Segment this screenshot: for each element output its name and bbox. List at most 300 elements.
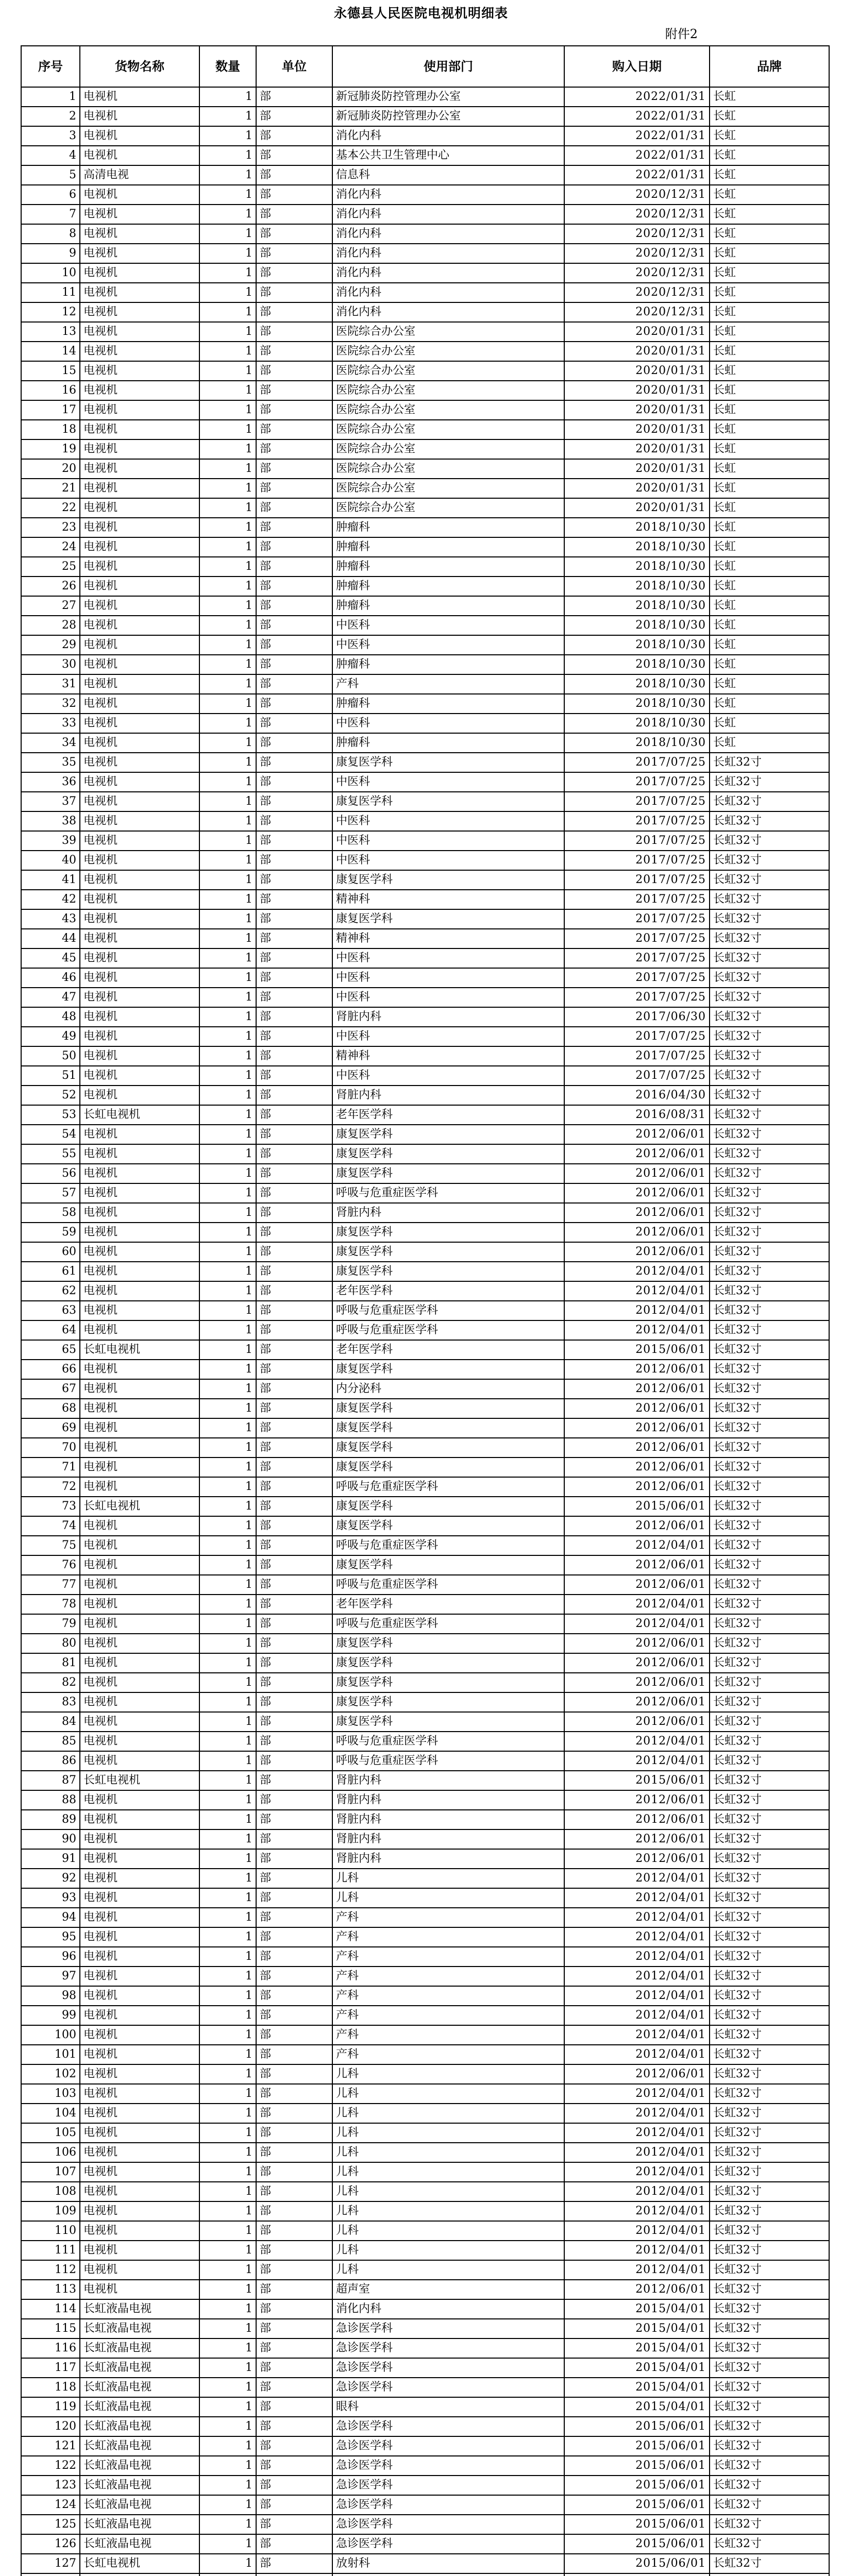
cell-department: 呼吸与危重症医学科	[332, 1301, 564, 1320]
cell-item-name: 电视机	[80, 479, 199, 498]
table-row	[21, 1458, 829, 1477]
cell-unit: 部	[256, 1692, 332, 1712]
cell-quantity: 1	[199, 400, 256, 420]
cell-quantity: 1	[199, 2319, 256, 2338]
cell-brand: 长虹32寸	[710, 1477, 829, 1497]
cell-brand: 长虹	[710, 518, 829, 537]
cell-quantity: 1	[199, 694, 256, 714]
cell-index: 110	[21, 2221, 80, 2241]
cell-index: 31	[21, 674, 80, 694]
cell-item-name: 电视机	[80, 988, 199, 1007]
cell-quantity: 1	[199, 1790, 256, 1810]
cell-purchase-date: 2018/10/30	[564, 518, 710, 537]
cell-quantity: 1	[199, 1066, 256, 1086]
cell-purchase-date: 2018/10/30	[564, 674, 710, 694]
cell-purchase-date: 2018/10/30	[564, 577, 710, 596]
table-row	[21, 1810, 829, 1829]
header-item-name: 货物名称	[80, 46, 199, 87]
cell-unit: 部	[256, 498, 332, 518]
cell-quantity: 1	[199, 1967, 256, 1986]
cell-unit: 部	[256, 1555, 332, 1575]
cell-department: 产科	[332, 2006, 564, 2025]
cell-brand: 长虹32寸	[710, 1164, 829, 1183]
cell-brand: 长虹32寸	[710, 1653, 829, 1673]
table-row	[21, 2241, 829, 2260]
cell-brand: 长虹	[710, 596, 829, 616]
cell-item-name: 长虹电视机	[80, 1340, 199, 1360]
cell-unit: 部	[256, 1829, 332, 1849]
table-row	[21, 2397, 829, 2417]
cell-department: 产科	[332, 674, 564, 694]
cell-unit	[256, 2573, 332, 2576]
cell-item-name: 电视机	[80, 1223, 199, 1242]
cell-department: 中医科	[332, 948, 564, 968]
cell-unit: 部	[256, 674, 332, 694]
cell-item-name: 长虹液晶电视	[80, 2417, 199, 2436]
cell-index: 91	[21, 1849, 80, 1869]
cell-department: 医院综合办公室	[332, 498, 564, 518]
table-row	[21, 302, 829, 322]
cell-purchase-date: 2015/04/01	[564, 2319, 710, 2338]
cell-purchase-date: 2015/06/01	[564, 2436, 710, 2456]
table-row	[21, 1007, 829, 1027]
table-row	[21, 1164, 829, 1183]
table-row	[21, 2515, 829, 2534]
cell-unit: 部	[256, 655, 332, 674]
cell-unit: 部	[256, 988, 332, 1007]
table-row	[21, 929, 829, 948]
cell-index: 53	[21, 1105, 80, 1125]
cell-department: 康复医学科	[332, 1653, 564, 1673]
cell-department: 医院综合办公室	[332, 439, 564, 459]
cell-purchase-date: 2022/01/31	[564, 146, 710, 165]
cell-unit: 部	[256, 1046, 332, 1066]
cell-department: 儿科	[332, 2221, 564, 2241]
cell-index: 55	[21, 1144, 80, 1164]
cell-brand: 长虹32寸	[710, 1320, 829, 1340]
cell-department: 急诊医学科	[332, 2495, 564, 2515]
cell-purchase-date: 2012/06/01	[564, 1673, 710, 1692]
cell-department: 医院综合办公室	[332, 381, 564, 400]
table-row	[21, 1692, 829, 1712]
cell-unit: 部	[256, 1986, 332, 2006]
cell-item-name: 长虹电视机	[80, 1497, 199, 1516]
cell-item-name: 电视机	[80, 1379, 199, 1399]
cell-department: 精神科	[332, 929, 564, 948]
cell-department: 肿瘤科	[332, 537, 564, 557]
cell-unit: 部	[256, 792, 332, 811]
cell-purchase-date: 2017/07/25	[564, 890, 710, 909]
table-row	[21, 2162, 829, 2182]
cell-quantity: 1	[199, 518, 256, 537]
cell-department: 儿科	[332, 1869, 564, 1888]
cell-purchase-date: 2012/06/01	[564, 1692, 710, 1712]
cell-brand: 长虹32寸	[710, 1869, 829, 1888]
cell-brand: 长虹	[710, 322, 829, 342]
cell-department: 中医科	[332, 616, 564, 635]
cell-purchase-date: 2012/06/01	[564, 1829, 710, 1849]
cell-quantity: 1	[199, 1673, 256, 1692]
cell-purchase-date: 2012/06/01	[564, 1810, 710, 1829]
cell-brand: 长虹32寸	[710, 1575, 829, 1595]
cell-unit: 部	[256, 361, 332, 381]
cell-index: 68	[21, 1399, 80, 1418]
table-row	[21, 244, 829, 263]
cell-department: 儿科	[332, 2182, 564, 2201]
cell-department: 超声室	[332, 2280, 564, 2299]
cell-index: 28	[21, 616, 80, 635]
table-row	[21, 2104, 829, 2123]
cell-unit: 部	[256, 205, 332, 224]
cell-brand: 长虹	[710, 557, 829, 577]
cell-quantity: 1	[199, 557, 256, 577]
table-row	[21, 2025, 829, 2045]
cell-index: 117	[21, 2358, 80, 2378]
cell-unit: 部	[256, 420, 332, 439]
cell-purchase-date: 2016/04/30	[564, 1086, 710, 1105]
cell-quantity	[199, 2573, 256, 2576]
cell-index: 5	[21, 165, 80, 185]
cell-item-name: 长虹电视机	[80, 1771, 199, 1790]
cell-quantity: 1	[199, 1555, 256, 1575]
cell-index: 95	[21, 1927, 80, 1947]
cell-brand: 长虹	[710, 107, 829, 126]
cell-brand: 长虹	[710, 479, 829, 498]
cell-brand: 长虹32寸	[710, 772, 829, 792]
table-row	[21, 2221, 829, 2241]
cell-index: 33	[21, 714, 80, 733]
table-row	[21, 655, 829, 674]
cell-purchase-date: 2012/06/01	[564, 1790, 710, 1810]
cell-purchase-date: 2017/07/25	[564, 948, 710, 968]
cell-brand: 长虹32寸	[710, 1732, 829, 1751]
cell-purchase-date: 2012/06/01	[564, 1477, 710, 1497]
cell-purchase-date: 2012/04/01	[564, 1614, 710, 1634]
cell-department: 中医科	[332, 968, 564, 988]
cell-unit: 部	[256, 2378, 332, 2397]
cell-quantity: 1	[199, 2201, 256, 2221]
table-row	[21, 2495, 829, 2515]
cell-unit: 部	[256, 2299, 332, 2319]
cell-index: 11	[21, 283, 80, 302]
cell-department: 中医科	[332, 714, 564, 733]
cell-index: 71	[21, 1458, 80, 1477]
cell-item-name: 长虹液晶电视	[80, 2358, 199, 2378]
cell-unit: 部	[256, 518, 332, 537]
cell-index: 77	[21, 1575, 80, 1595]
table-row	[21, 2358, 829, 2378]
tv-detail-table	[21, 45, 830, 2576]
cell-unit: 部	[256, 126, 332, 146]
cell-unit: 部	[256, 968, 332, 988]
cell-department: 呼吸与危重症医学科	[332, 1477, 564, 1497]
cell-purchase-date: 2012/04/01	[564, 1732, 710, 1751]
cell-purchase-date	[564, 2573, 710, 2576]
cell-purchase-date: 2020/12/31	[564, 263, 710, 283]
table-row	[21, 772, 829, 792]
table-row	[21, 909, 829, 929]
cell-brand: 长虹32寸	[710, 1790, 829, 1810]
cell-purchase-date: 2012/06/01	[564, 1242, 710, 1262]
cell-unit: 部	[256, 2397, 332, 2417]
cell-department: 肿瘤科	[332, 518, 564, 537]
cell-index: 34	[21, 733, 80, 753]
cell-quantity: 1	[199, 792, 256, 811]
table-row	[21, 577, 829, 596]
table-row	[21, 890, 829, 909]
cell-purchase-date: 2017/07/25	[564, 811, 710, 831]
table-row	[21, 1869, 829, 1888]
cell-item-name: 长虹液晶电视	[80, 2319, 199, 2338]
table-row	[21, 1477, 829, 1497]
cell-purchase-date: 2020/12/31	[564, 224, 710, 244]
cell-purchase-date: 2015/06/01	[564, 2515, 710, 2534]
cell-unit: 部	[256, 1516, 332, 1536]
cell-quantity: 1	[199, 1477, 256, 1497]
cell-quantity: 1	[199, 146, 256, 165]
cell-index: 79	[21, 1614, 80, 1634]
cell-index: 126	[21, 2534, 80, 2554]
cell-item-name: 电视机	[80, 2006, 199, 2025]
cell-item-name: 电视机	[80, 968, 199, 988]
table-row	[21, 1301, 829, 1320]
cell-unit: 部	[256, 557, 332, 577]
cell-department: 肿瘤科	[332, 557, 564, 577]
header-unit: 单位	[256, 46, 332, 87]
cell-unit: 部	[256, 714, 332, 733]
cell-department: 消化内科	[332, 185, 564, 205]
cell-item-name: 电视机	[80, 224, 199, 244]
cell-unit: 部	[256, 2025, 332, 2045]
cell-department: 医院综合办公室	[332, 342, 564, 361]
cell-quantity: 1	[199, 1732, 256, 1751]
cell-brand: 长虹32寸	[710, 2241, 829, 2260]
table-row	[21, 2084, 829, 2104]
table-row	[21, 694, 829, 714]
cell-unit: 部	[256, 2143, 332, 2162]
cell-index: 19	[21, 439, 80, 459]
table-row	[21, 1144, 829, 1164]
cell-purchase-date: 2015/06/01	[564, 1340, 710, 1360]
table-row	[21, 674, 829, 694]
cell-quantity: 1	[199, 1712, 256, 1732]
cell-item-name: 电视机	[80, 948, 199, 968]
cell-unit: 部	[256, 2476, 332, 2495]
cell-index: 17	[21, 400, 80, 420]
cell-item-name: 电视机	[80, 146, 199, 165]
cell-brand: 长虹32寸	[710, 831, 829, 851]
cell-index: 44	[21, 929, 80, 948]
cell-brand: 长虹	[710, 459, 829, 479]
table-row	[21, 1908, 829, 1927]
table-row	[21, 2436, 829, 2456]
cell-brand: 长虹32寸	[710, 1379, 829, 1399]
cell-department: 急诊医学科	[332, 2456, 564, 2476]
cell-purchase-date: 2012/06/01	[564, 1849, 710, 1869]
cell-purchase-date: 2012/06/01	[564, 1438, 710, 1458]
cell-quantity: 1	[199, 2515, 256, 2534]
cell-brand: 长虹	[710, 165, 829, 185]
table-row	[21, 205, 829, 224]
cell-item-name: 电视机	[80, 1086, 199, 1105]
cell-brand: 长虹32寸	[710, 1242, 829, 1262]
cell-item-name: 电视机	[80, 1320, 199, 1340]
cell-purchase-date: 2020/12/31	[564, 244, 710, 263]
table-row	[21, 2534, 829, 2554]
cell-brand: 长虹32寸	[710, 2417, 829, 2436]
cell-item-name: 电视机	[80, 2143, 199, 2162]
cell-brand: 长虹32寸	[710, 1555, 829, 1575]
cell-unit: 部	[256, 753, 332, 772]
cell-department: 康复医学科	[332, 792, 564, 811]
cell-purchase-date: 2018/10/30	[564, 557, 710, 577]
cell-brand: 长虹32寸	[710, 1438, 829, 1458]
cell-department: 肿瘤科	[332, 577, 564, 596]
cell-item-name: 电视机	[80, 322, 199, 342]
cell-quantity: 1	[199, 1281, 256, 1301]
cell-brand: 长虹32寸	[710, 2201, 829, 2221]
cell-department: 肾脏内科	[332, 1007, 564, 1027]
cell-index: 114	[21, 2299, 80, 2319]
cell-index: 73	[21, 1497, 80, 1516]
cell-brand: 长虹	[710, 439, 829, 459]
cell-index: 90	[21, 1829, 80, 1849]
cell-department: 产科	[332, 2025, 564, 2045]
cell-item-name: 电视机	[80, 1869, 199, 1888]
cell-purchase-date: 2012/06/01	[564, 1516, 710, 1536]
table-row	[21, 2299, 829, 2319]
cell-index: 80	[21, 1634, 80, 1653]
cell-quantity: 1	[199, 2534, 256, 2554]
cell-item-name: 长虹液晶电视	[80, 2299, 199, 2319]
cell-purchase-date: 2015/04/01	[564, 2299, 710, 2319]
cell-unit: 部	[256, 1203, 332, 1223]
cell-brand: 长虹	[710, 577, 829, 596]
cell-item-name: 电视机	[80, 1555, 199, 1575]
table-row	[21, 1614, 829, 1634]
cell-department: 产科	[332, 1947, 564, 1967]
cell-item-name: 电视机	[80, 1673, 199, 1692]
cell-purchase-date: 2012/06/01	[564, 1575, 710, 1595]
cell-quantity: 1	[199, 1575, 256, 1595]
cell-brand: 长虹32寸	[710, 1399, 829, 1418]
cell-department: 康复医学科	[332, 1712, 564, 1732]
cell-purchase-date: 2018/10/30	[564, 655, 710, 674]
cell-item-name: 电视机	[80, 733, 199, 753]
cell-unit: 部	[256, 1340, 332, 1360]
table-row	[21, 2260, 829, 2280]
cell-quantity: 1	[199, 283, 256, 302]
cell-purchase-date: 2012/04/01	[564, 2104, 710, 2123]
cell-quantity: 1	[199, 2299, 256, 2319]
cell-quantity: 1	[199, 1849, 256, 1869]
cell-unit: 部	[256, 1242, 332, 1262]
cell-quantity: 1	[199, 968, 256, 988]
cell-index: 18	[21, 420, 80, 439]
cell-department: 信息科	[332, 165, 564, 185]
cell-department: 康复医学科	[332, 1144, 564, 1164]
cell-quantity: 1	[199, 2378, 256, 2397]
cell-purchase-date: 2020/01/31	[564, 342, 710, 361]
cell-item-name: 电视机	[80, 831, 199, 851]
cell-quantity: 1	[199, 263, 256, 283]
cell-department: 医院综合办公室	[332, 361, 564, 381]
cell-department: 放射科	[332, 2554, 564, 2573]
cell-brand: 长虹32寸	[710, 1105, 829, 1125]
table-row	[21, 1986, 829, 2006]
cell-purchase-date: 2017/07/25	[564, 851, 710, 870]
table-row	[21, 1086, 829, 1105]
cell-unit: 部	[256, 1751, 332, 1771]
cell-department: 急诊医学科	[332, 2319, 564, 2338]
table-row	[21, 1125, 829, 1144]
cell-quantity: 1	[199, 185, 256, 205]
cell-index: 14	[21, 342, 80, 361]
cell-index: 13	[21, 322, 80, 342]
cell-index: 3	[21, 126, 80, 146]
cell-index: 21	[21, 479, 80, 498]
cell-department: 康复医学科	[332, 1497, 564, 1516]
cell-department: 中医科	[332, 635, 564, 655]
cell-unit: 部	[256, 224, 332, 244]
cell-purchase-date: 2020/01/31	[564, 361, 710, 381]
cell-department: 产科	[332, 2045, 564, 2064]
table-row	[21, 498, 829, 518]
cell-quantity: 1	[199, 1007, 256, 1027]
cell-quantity: 1	[199, 1360, 256, 1379]
cell-brand: 长虹32寸	[710, 2456, 829, 2476]
cell-item-name: 电视机	[80, 342, 199, 361]
cell-purchase-date: 2012/04/01	[564, 1301, 710, 1320]
cell-unit: 部	[256, 577, 332, 596]
cell-department: 肿瘤科	[332, 733, 564, 753]
cell-brand: 长虹32寸	[710, 1849, 829, 1869]
cell-quantity: 1	[199, 2162, 256, 2182]
cell-item-name: 电视机	[80, 2084, 199, 2104]
table-row	[21, 1575, 829, 1595]
cell-item-name: 电视机	[80, 1046, 199, 1066]
cell-brand: 长虹32寸	[710, 1458, 829, 1477]
cell-unit: 部	[256, 439, 332, 459]
cell-brand: 长虹32寸	[710, 1712, 829, 1732]
cell-index: 78	[21, 1595, 80, 1614]
cell-index: 20	[21, 459, 80, 479]
cell-quantity: 1	[199, 909, 256, 929]
cell-unit: 部	[256, 2084, 332, 2104]
cell-unit: 部	[256, 831, 332, 851]
cell-purchase-date: 2015/06/01	[564, 2417, 710, 2436]
cell-unit: 部	[256, 1849, 332, 1869]
cell-index: 48	[21, 1007, 80, 1027]
cell-department: 产科	[332, 1927, 564, 1947]
table-row	[21, 400, 829, 420]
cell-unit: 部	[256, 2495, 332, 2515]
table-row	[21, 2280, 829, 2299]
cell-brand: 长虹32寸	[710, 1516, 829, 1536]
cell-item-name: 电视机	[80, 753, 199, 772]
cell-item-name: 电视机	[80, 1027, 199, 1046]
cell-department: 康复医学科	[332, 1223, 564, 1242]
cell-purchase-date: 2022/01/31	[564, 165, 710, 185]
cell-purchase-date: 2012/04/01	[564, 2201, 710, 2221]
cell-quantity: 1	[199, 1242, 256, 1262]
cell-index: 66	[21, 1360, 80, 1379]
cell-item-name: 长虹电视机	[80, 1105, 199, 1125]
cell-purchase-date: 2012/04/01	[564, 1262, 710, 1281]
table-row	[21, 1536, 829, 1555]
cell-item-name: 长虹液晶电视	[80, 2534, 199, 2554]
cell-purchase-date: 2017/07/25	[564, 792, 710, 811]
